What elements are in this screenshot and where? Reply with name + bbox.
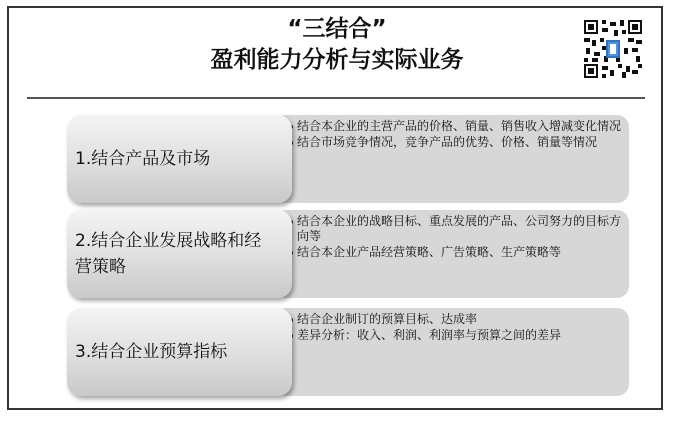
- detail-bullets: [289, 214, 624, 261]
- row-product-market: [59, 115, 629, 207]
- category-box: [67, 210, 292, 298]
- detail-bullets: [289, 119, 624, 151]
- title-line-1: “三结合”: [287, 16, 387, 42]
- category-label: 2.结合企业发展战略和经营策略: [75, 231, 262, 277]
- slide-frame: [7, 6, 663, 410]
- bullet-item: 结合本企业产品经营策略、广告策略、生产策略等: [289, 245, 624, 260]
- bullet-item: 结合市场竞争情况，竞争产品的优势、价格、销量等情况: [289, 135, 624, 150]
- bullet-item: 结合本企业的主营产品的价格、销量、销售收入增减变化情况: [289, 119, 624, 134]
- title-line-2: 盈利能力分析与实际业务: [210, 47, 464, 73]
- row-strategy: [59, 210, 629, 302]
- category-label: 3.结合企业预算指标: [75, 342, 228, 362]
- category-box: [67, 115, 292, 203]
- row-budget: [59, 308, 629, 400]
- bullet-item: 差异分析：收入、利润、利润率与预算之间的差异: [289, 328, 624, 343]
- qr-code-icon: [584, 20, 642, 78]
- category-box: [67, 308, 292, 396]
- detail-bullets: [289, 312, 624, 344]
- title-divider: [27, 97, 645, 99]
- title-block: [9, 14, 665, 76]
- bullet-item: 结合企业制订的预算目标、达成率: [289, 312, 624, 327]
- category-label: 1.结合产品及市场: [75, 149, 211, 169]
- bullet-item: 结合本企业的战略目标、重点发展的产品、公司努力的目标方向等: [289, 214, 624, 244]
